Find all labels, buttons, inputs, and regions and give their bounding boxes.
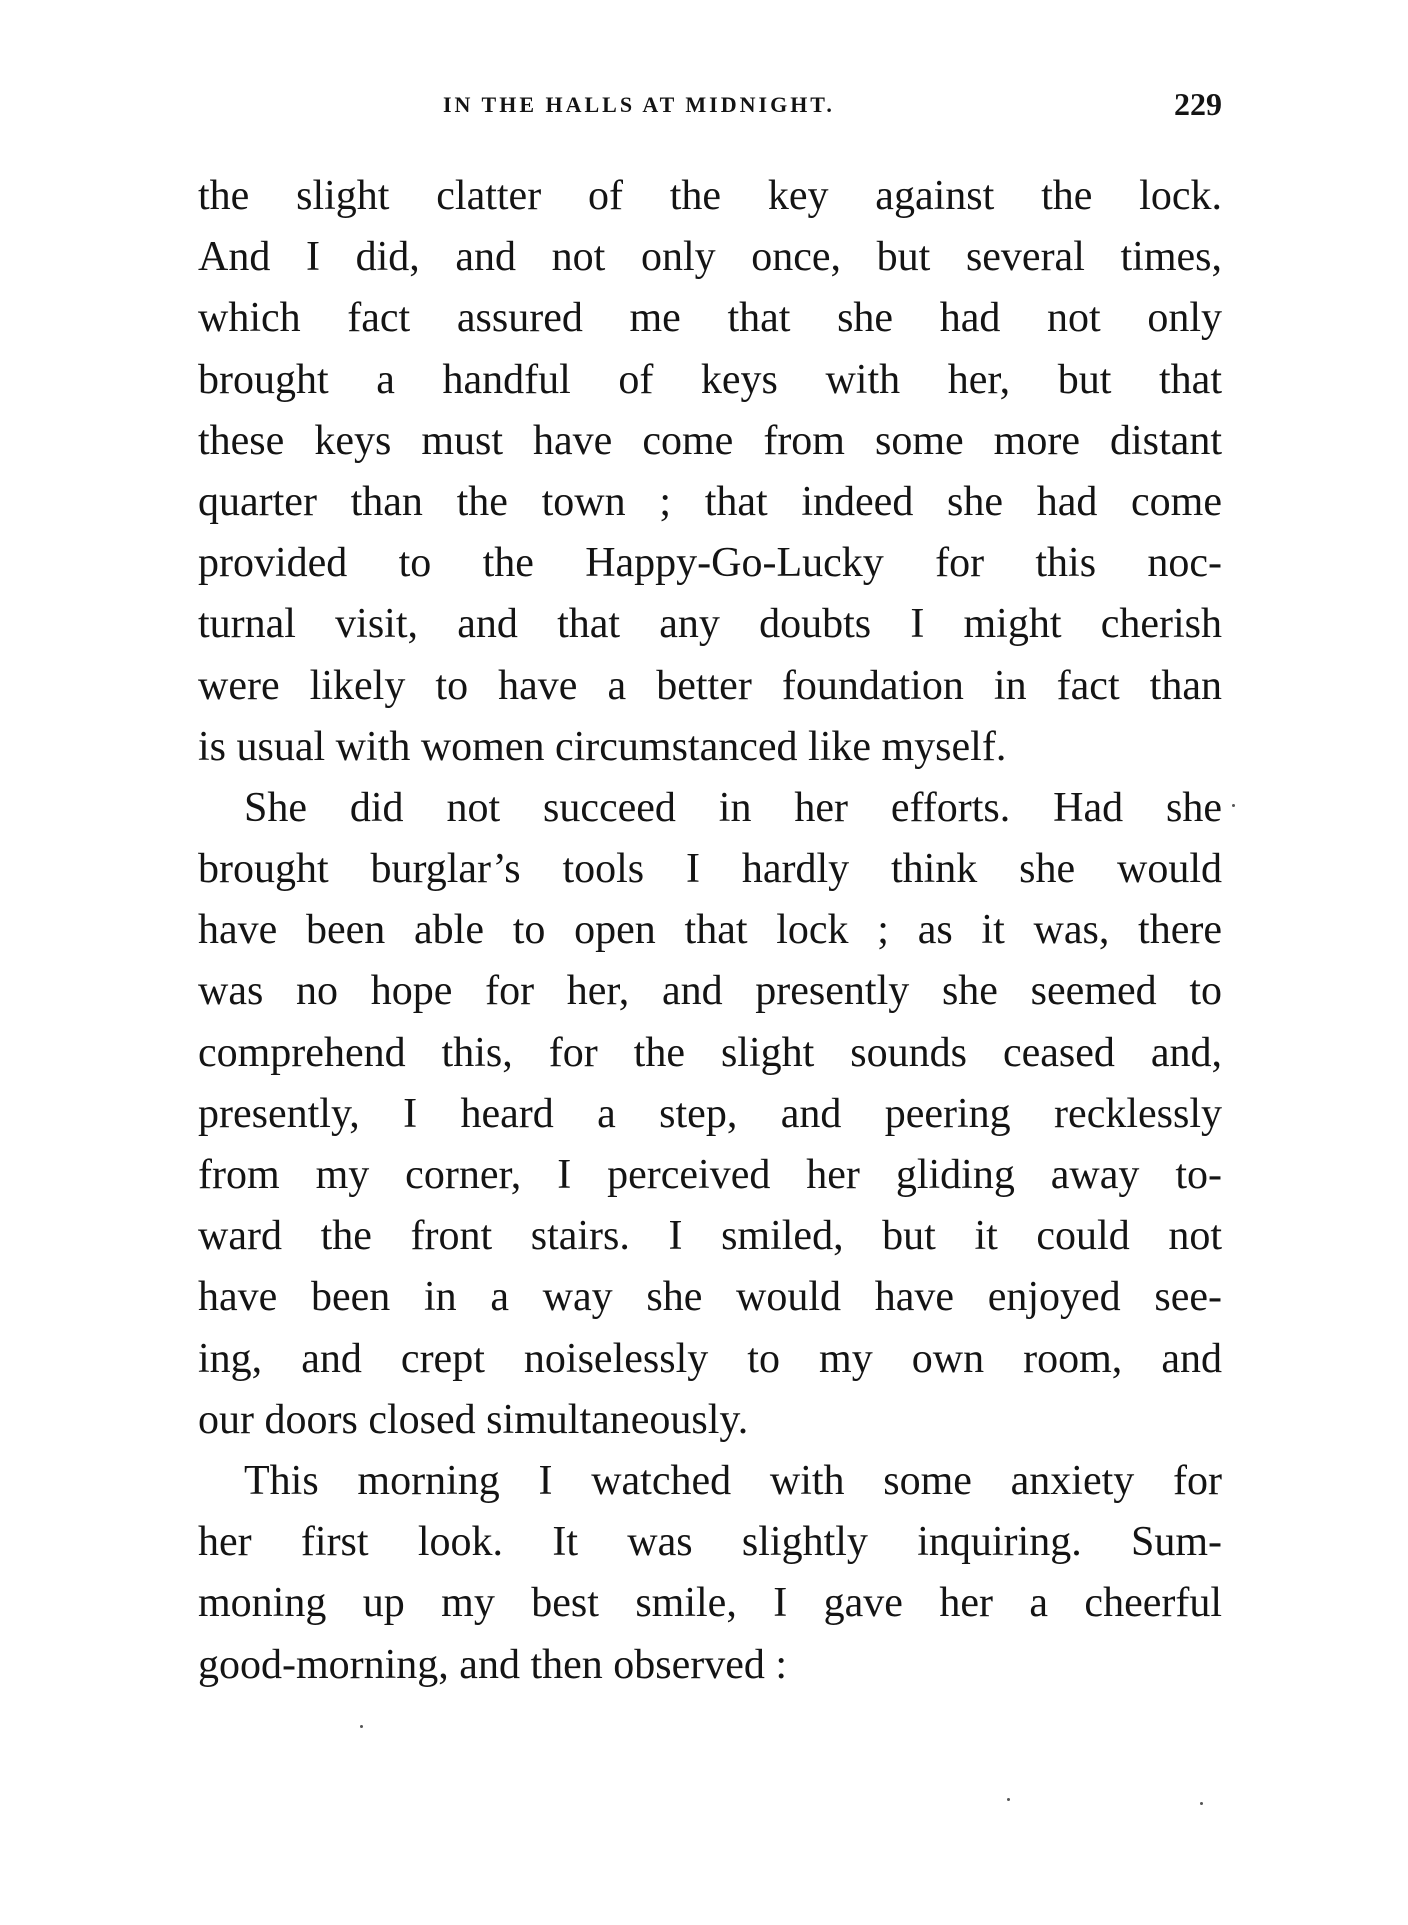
scan-speck <box>1200 1802 1203 1805</box>
text-line: ward the front stairs. I smiled, but it could not <box>198 1213 1222 1260</box>
running-title: IN THE HALLS AT MIDNIGHT. <box>443 92 835 117</box>
scan-speck <box>1007 1798 1010 1801</box>
text-line: quarter than the town ; that indeed she had come <box>198 478 1222 525</box>
text-line: presently, I heard a step, and peering recklessly <box>198 1090 1222 1137</box>
text-line: She did not succeed in her efforts. Had she <box>244 784 1222 831</box>
paragraph <box>198 1451 1222 1696</box>
text-line: was no hope for her, and presently she seemed to <box>198 968 1222 1015</box>
text-line: have been in a way she would have enjoyed see- <box>198 1274 1222 1321</box>
text-line: the slight clatter of the key against the lock. <box>198 173 1222 219</box>
text-line: comprehend this, for the slight sounds ceased and, <box>198 1029 1222 1076</box>
text-line: which fact assured me that she had not only <box>198 295 1222 342</box>
text-line: our doors closed simultaneously. <box>198 1396 749 1443</box>
scan-speck <box>360 1725 363 1728</box>
page-number: 229 <box>1174 86 1222 122</box>
text-line: good-morning, and then observed : <box>198 1641 788 1688</box>
text-line: is usual with women circumstanced like myself. <box>198 723 1007 770</box>
text-line: moning up my best smile, I gave her a cheerful <box>198 1580 1222 1627</box>
text-line: these keys must have come from some more distant <box>198 417 1222 464</box>
text-line: provided to the Happy-Go-Lucky for this noc- <box>198 540 1222 587</box>
scan-speck <box>1232 804 1235 807</box>
paragraph <box>198 166 1222 778</box>
text-line: were likely to have a better foundation in fact than <box>198 662 1222 709</box>
text-line: brought burglar’s tools I hardly think she would <box>198 846 1222 893</box>
text-line: have been able to open that lock ; as it was, there <box>198 907 1222 954</box>
running-head <box>198 86 1222 126</box>
text-line: turnal visit, and that any doubts I might cherish <box>198 601 1222 648</box>
text-line: her first look. It was slightly inquiring. Sum- <box>198 1519 1222 1566</box>
text-line: ing, and crept noiselessly to my own room, and <box>198 1335 1222 1382</box>
text-line: This morning I watched with some anxiety for <box>244 1457 1222 1504</box>
text-line: And I did, and not only once, but several times, <box>198 234 1222 281</box>
text-line: from my corner, I perceived her gliding away to- <box>198 1152 1222 1198</box>
text-line: brought a handful of keys with her, but that <box>198 356 1222 403</box>
body-text <box>198 166 1222 1696</box>
paragraph <box>198 778 1222 1451</box>
